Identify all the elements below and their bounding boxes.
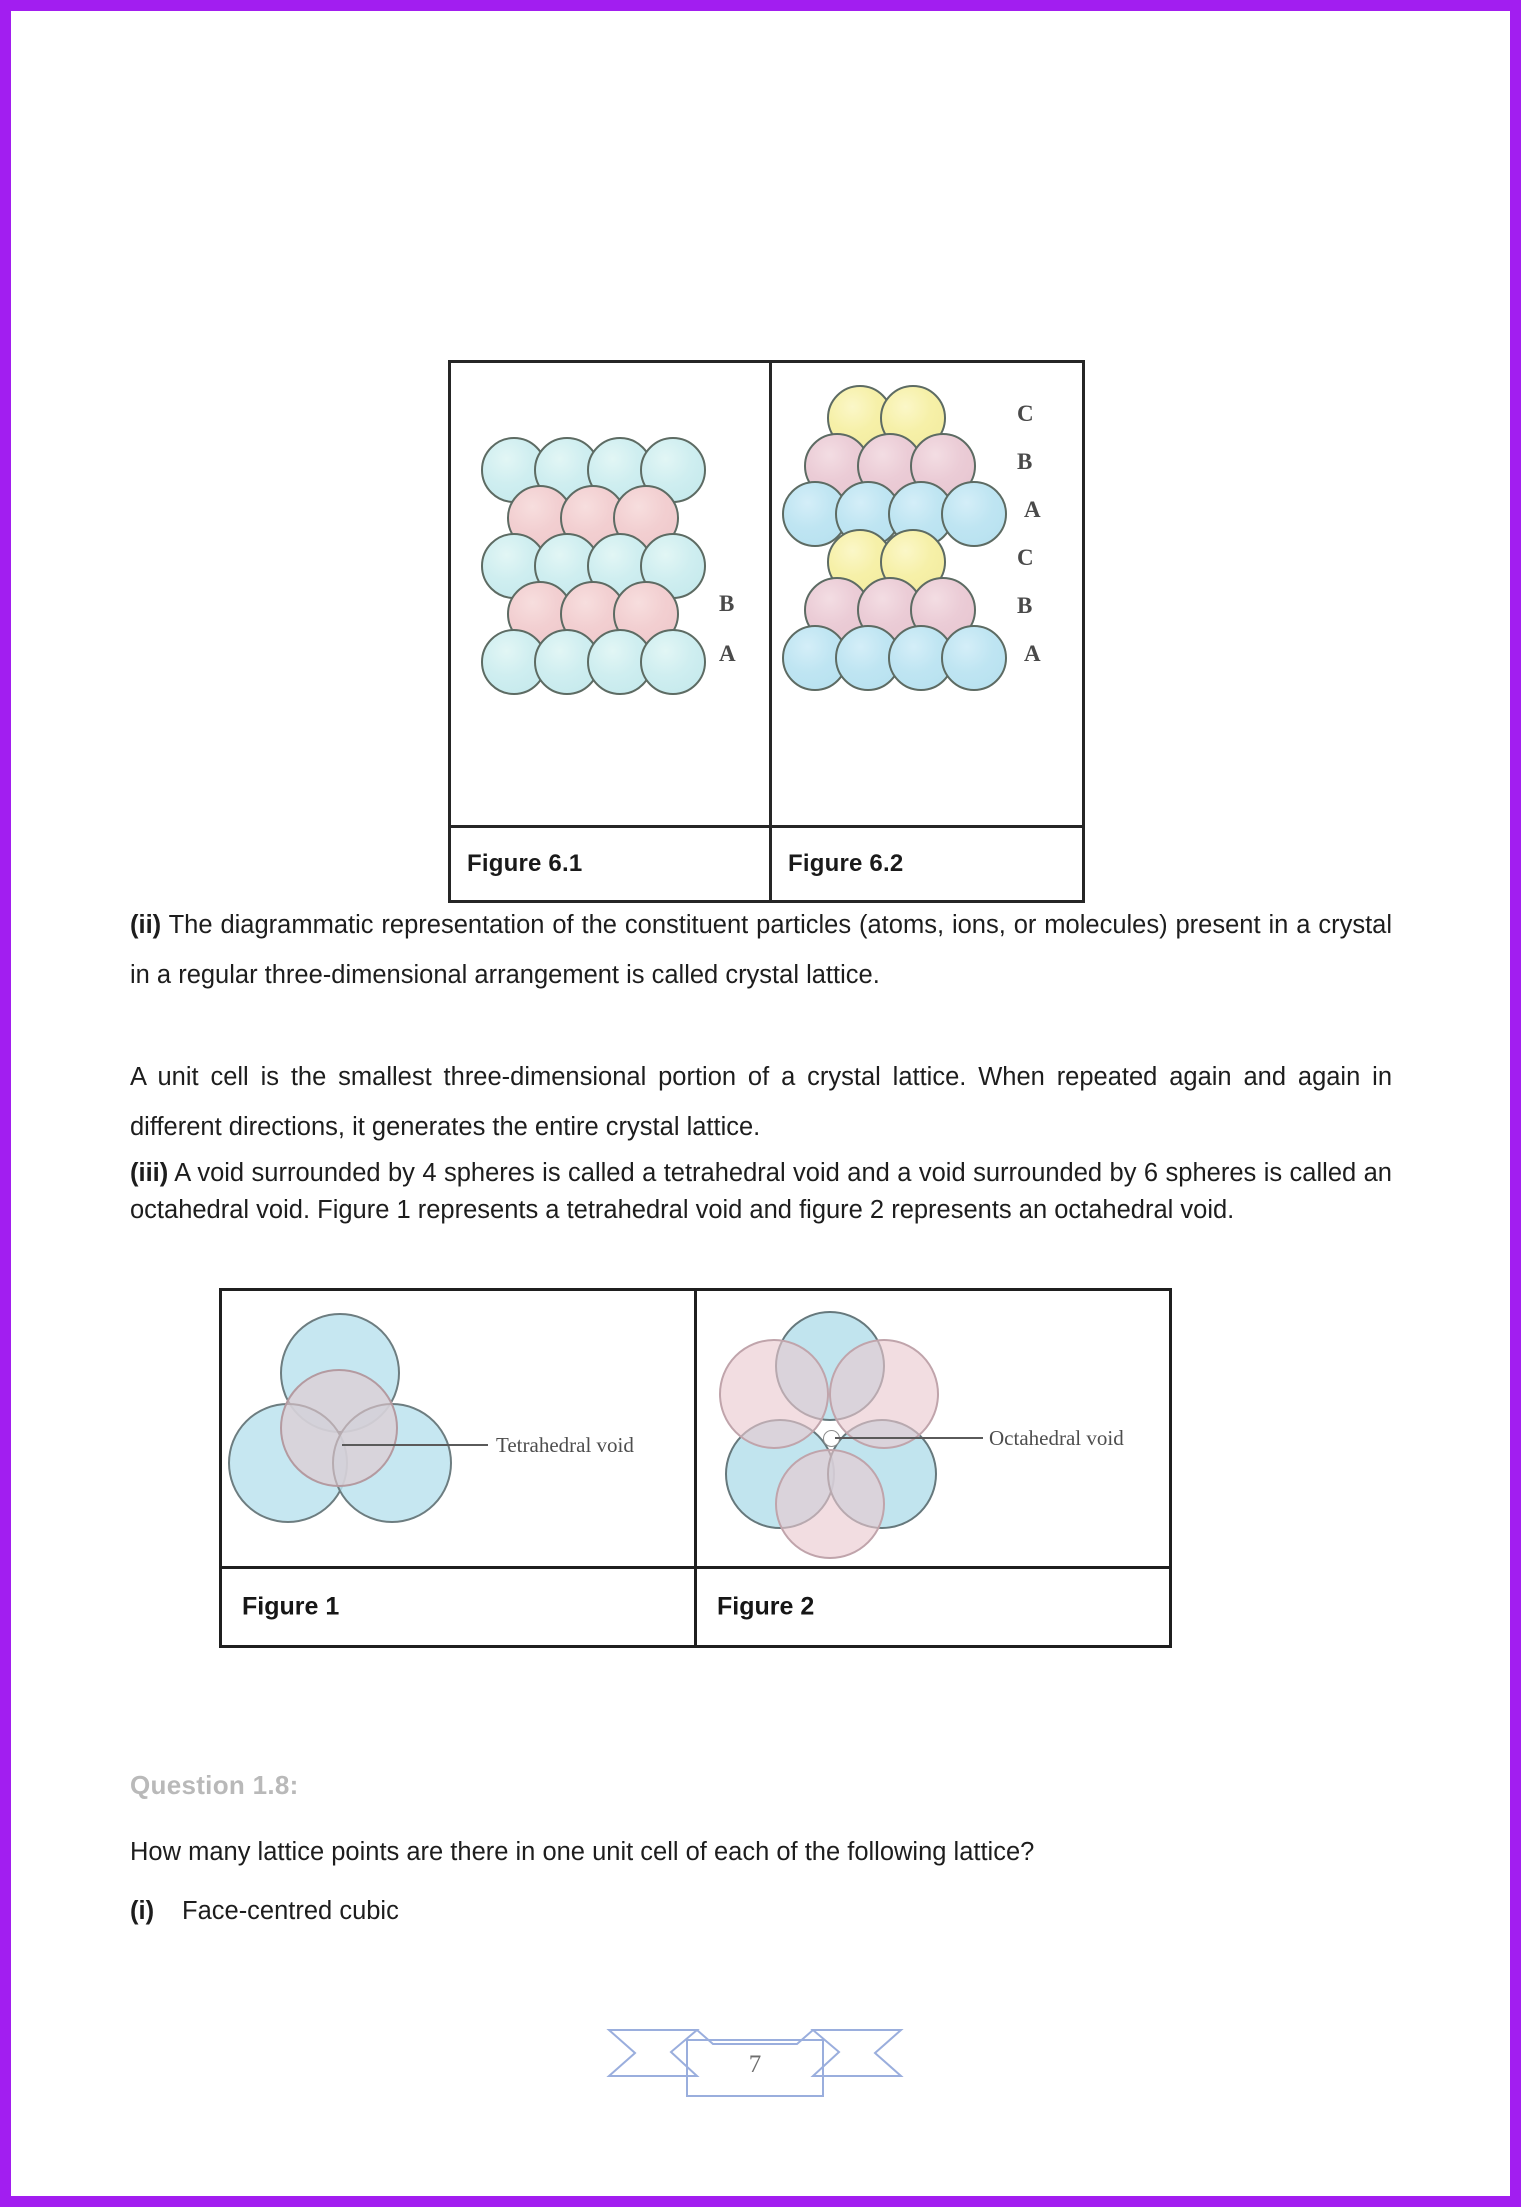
figure-cell-6-2 <box>771 362 1084 827</box>
paragraph-ii-text: The diagrammatic representation of the constituent particles (atoms, ions, or molecules) present in a crystal in a regular three-dimensional arrangement is called crystal lattice. <box>130 911 1392 989</box>
layer-label-b: B <box>719 591 735 616</box>
figure-row-images <box>450 362 1084 827</box>
page-footer-ribbon <box>605 2022 905 2108</box>
paragraph-iii-marker: (iii) <box>130 1159 169 1187</box>
figure-table-voids <box>219 1288 1172 1648</box>
void-row-captions <box>221 1568 1171 1647</box>
octahedral-void-label: Octahedral void <box>989 1426 1124 1450</box>
paragraph-iii <box>130 1155 1392 1229</box>
void-leader-line <box>342 1444 488 1446</box>
figure-row-captions <box>450 827 1084 902</box>
sphere-pink-front-right <box>829 1339 939 1449</box>
question-option-number: (i) <box>130 1897 155 1925</box>
figure-caption-2: Figure 2 <box>717 1592 815 1621</box>
sphere-pink-front-bottom <box>775 1449 885 1559</box>
caption-cell-6-2 <box>771 827 1084 902</box>
figure-caption-6-1: Figure 6.1 <box>467 850 583 877</box>
void-cell-octahedral <box>696 1290 1171 1568</box>
layer-label-c-top: C <box>1017 401 1034 426</box>
tetrahedral-void-label: Tetrahedral void <box>496 1433 634 1457</box>
figure-cell-6-1 <box>450 362 771 827</box>
question-prompt: How many lattice points are there in one unit cell of each of the following lattice? <box>130 1838 1035 1866</box>
void-row-images <box>221 1290 1171 1568</box>
caption-cell-figure-1 <box>221 1568 696 1647</box>
layer-label-a-upper: A <box>1024 497 1041 522</box>
figure-table-packing <box>448 360 1085 903</box>
layer-label-c-lower: C <box>1017 545 1034 570</box>
void-cell-tetrahedral <box>221 1290 696 1568</box>
layer-label-a-lower: A <box>1024 641 1041 666</box>
question-heading: Question 1.8: <box>130 1770 299 1800</box>
question-option-label: Face-centred cubic <box>182 1897 399 1925</box>
paragraph-unit-cell <box>130 1052 1392 1152</box>
figure-caption-6-2: Figure 6.2 <box>788 850 904 877</box>
layer-label-b-lower: B <box>1017 593 1033 618</box>
hcp-packing-diagram <box>451 363 769 825</box>
question-option-i <box>130 1897 399 1926</box>
void-leader-line <box>835 1437 983 1439</box>
layer-label-b-upper: B <box>1017 449 1033 474</box>
caption-cell-6-1 <box>450 827 771 902</box>
caption-cell-figure-2 <box>696 1568 1171 1647</box>
sphere-pink-center <box>280 1369 398 1487</box>
ccp-packing-diagram <box>772 363 1082 825</box>
paragraph-iii-text: A void surrounded by 4 spheres is called a tetrahedral void and a void surrounded by 6 spheres is called an octahedral void. Figure 1 represents a tetrahedral void and figure 2 represents an octahedral void. <box>130 1159 1392 1224</box>
paragraph-ii-marker: (ii) <box>130 911 162 939</box>
paragraph-ii <box>130 900 1392 1000</box>
page-number: 7 <box>748 2051 762 2078</box>
figure-caption-1: Figure 1 <box>242 1592 340 1621</box>
paragraph-unit-cell-text: A unit cell is the smallest three-dimensional portion of a crystal lattice. When repeated again and again in different directions, it generates the entire crystal lattice. <box>130 1063 1392 1141</box>
layer-label-a: A <box>719 641 736 666</box>
sphere-pink-front-left <box>719 1339 829 1449</box>
